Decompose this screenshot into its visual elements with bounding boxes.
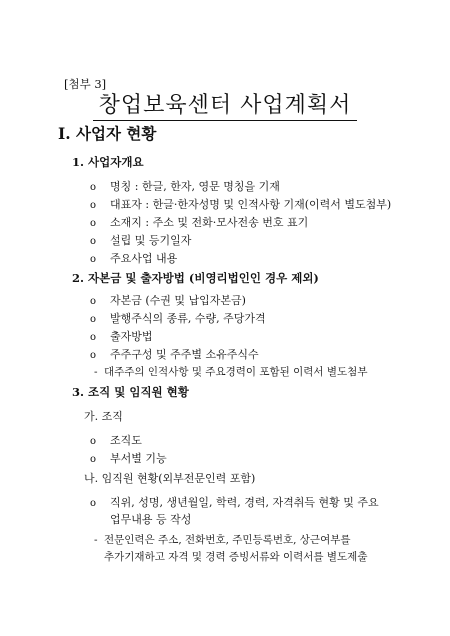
list-item-text: 주주구성 및 주주별 소유주식수 [110,348,259,361]
bullet-icon: o [90,218,97,229]
bullet-icon: o [90,498,97,509]
list-item-text: 대표자 : 한글·한자성명 및 인적사항 기재(이력서 별도첨부) [110,198,392,211]
list-item-text: 조직도 [110,434,142,447]
bullet-icon: o [90,296,97,307]
list-item [90,250,177,266]
section-heading-1: Ⅰ. 사업자 현황 [58,124,157,143]
list-item [90,232,191,248]
list-item-text: 발행주식의 종류, 수량, 주당가격 [110,312,266,325]
bullet-icon: o [90,436,97,447]
dash-icon: - [94,366,98,378]
list-item-text: 출자방법 [110,330,153,343]
bullet-icon: o [90,332,97,343]
subsection-heading-1: 1. 사업자개요 [72,155,144,169]
list-item-text: 직위, 성명, 생년월일, 학력, 경력, 자격취득 현황 및 주요 [110,496,379,509]
list-item [90,310,266,326]
list-item-text: 설립 및 등기일자 [110,234,192,247]
list-item [90,214,308,230]
group-label-staff: 나. 임직원 현황(외부전문인력 포함) [84,472,256,485]
dash-icon: - [94,534,98,546]
list-item-continuation: 업무내용 등 작성 [110,513,192,526]
bullet-icon: o [90,454,97,465]
note-continuation: 추가기재하고 자격 및 경력 증빙서류와 이력서를 별도제출 [104,551,368,563]
note-text: 전문인력은 주소, 전화번호, 주민등록번호, 상근여부를 [104,534,351,546]
list-item-text: 자본금 (수권 및 납입자본금) [110,294,246,307]
list-item [90,494,379,510]
document-title [0,88,450,119]
attachment-label: [첨부 3] [64,77,107,91]
note-text: 대주주의 인적사항 및 주요경력이 포함된 이력서 별도첨부 [104,366,368,378]
subsection-heading-3: 3. 조직 및 임직원 현황 [72,385,189,399]
list-item-text: 명칭 : 한글, 한자, 영문 명칭을 기재 [110,180,280,193]
subsection-heading-2: 2. 자본금 및 출자방법 (비영리법인인 경우 제외) [72,271,319,285]
list-item [90,292,246,308]
list-item [90,432,142,448]
list-item-text: 주요사업 내용 [110,252,178,265]
list-item [90,328,153,344]
note-item [94,364,367,379]
group-label-organization: 가. 조직 [84,410,123,423]
note-item [94,532,351,547]
bullet-icon: o [90,236,97,247]
list-item [90,178,280,194]
bullet-icon: o [90,182,97,193]
title-text: 창업보육센터 사업계획서 [93,93,358,121]
bullet-icon: o [90,200,97,211]
list-item-text: 소재지 : 주소 및 전화·모사전송 번호 표기 [110,216,309,229]
bullet-icon: o [90,350,97,361]
list-item [90,450,167,466]
list-item-text: 부서별 기능 [110,452,167,465]
list-item [90,346,259,362]
bullet-icon: o [90,254,97,265]
list-item [90,196,391,212]
bullet-icon: o [90,314,97,325]
